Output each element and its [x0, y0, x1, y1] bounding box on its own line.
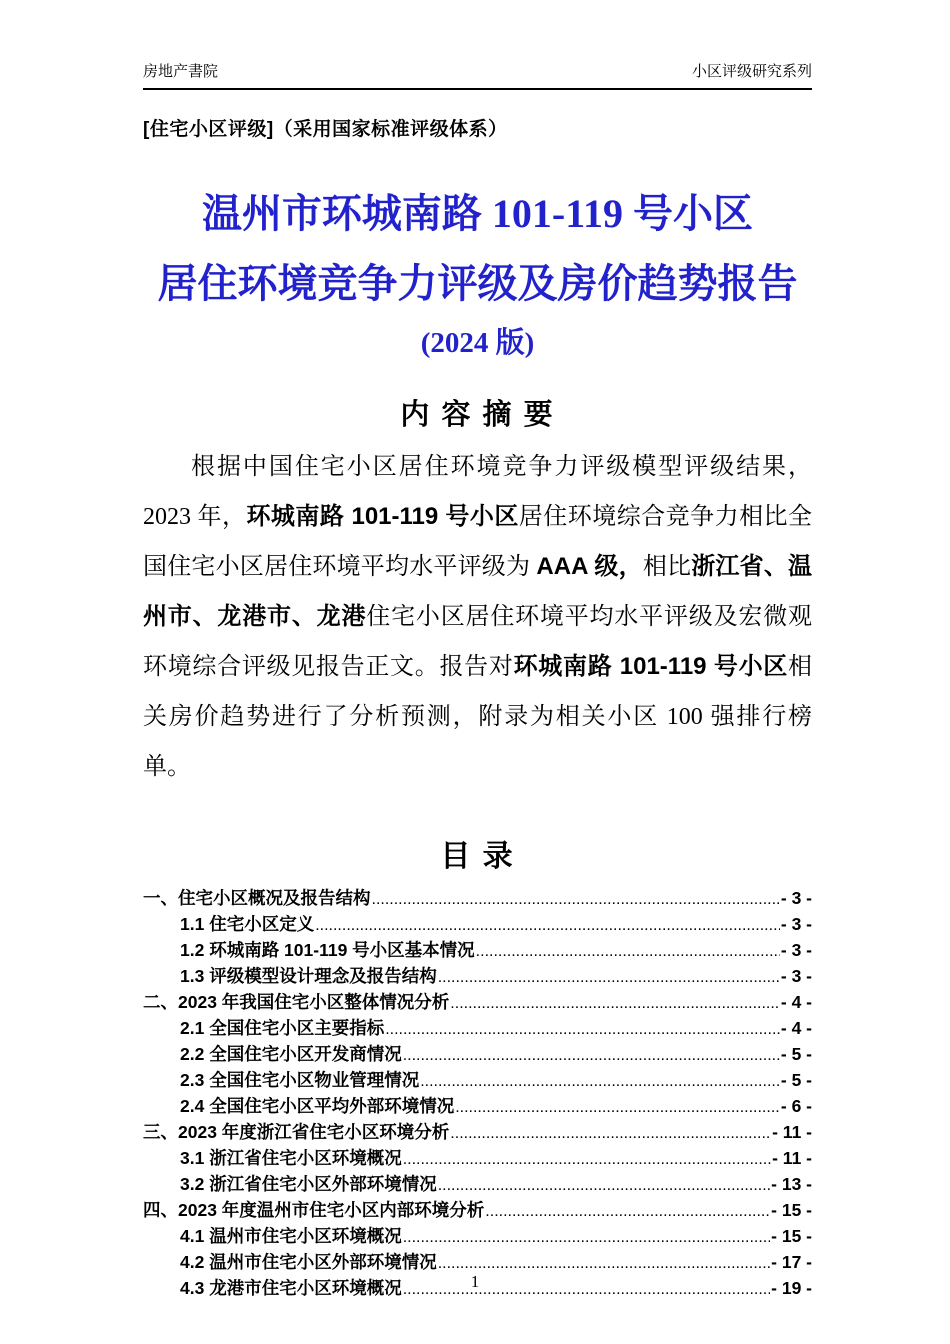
toc-entry-page: - 15 - [771, 1200, 812, 1220]
abstract-segment-bold: 环城南路 101-119 号小区 [513, 653, 789, 680]
abstract-segment-bold: 环城南路 101-119 号小区 [246, 503, 519, 530]
header-left-label: 房地产書院 [143, 63, 219, 80]
classification-line: [住宅小区评级]（采用国家标准评级体系） [143, 119, 508, 140]
abstract-heading: 内 容 摘 要 [400, 399, 555, 431]
toc-entry-label: 1.3 评级模型设计理念及报告结构 [180, 966, 437, 986]
toc-entry[interactable] [143, 1172, 812, 1198]
toc-dot-leader [455, 1095, 780, 1120]
toc-entry-label: 2.3 全国住宅小区物业管理情况 [180, 1070, 420, 1090]
toc-entry[interactable] [143, 1068, 812, 1094]
toc-dot-leader [438, 1173, 770, 1198]
toc-entry-page: - 13 - [771, 1174, 812, 1194]
toc-heading: 目 录 [440, 840, 515, 873]
toc-entry[interactable] [143, 1146, 812, 1172]
toc-entry-label: 3.1 浙江省住宅小区环境概况 [180, 1148, 402, 1168]
toc-entry[interactable] [143, 990, 812, 1016]
toc-dot-leader [385, 1017, 780, 1042]
toc-dot-leader [315, 913, 780, 938]
toc-entry-page: - 3 - [780, 940, 812, 960]
toc-entry-page: - 3 - [780, 914, 812, 934]
toc-entry-page: - 6 - [780, 1096, 812, 1116]
toc-entry-label: 4.1 温州市住宅小区环境概况 [180, 1226, 402, 1246]
toc-entry-page: - 15 - [771, 1226, 812, 1246]
toc-dot-leader [476, 939, 780, 964]
abstract-segment: 居住环境综合竞争力相比全国住宅小区居住环境平均水平评级为 [143, 504, 813, 580]
toc-entry-label: 4.2 温州市住宅小区外部环境情况 [180, 1252, 437, 1272]
toc-entry-label: 四、2023 年度温州市住宅小区内部环境分析 [143, 1200, 485, 1220]
toc-dot-leader [485, 1199, 770, 1224]
toc-entry[interactable] [143, 1042, 812, 1068]
toc-entry-page: - 4 - [780, 992, 812, 1012]
toc-dot-leader [450, 991, 780, 1016]
toc-entry-page: - 17 - [771, 1252, 812, 1272]
abstract-segment: 相关房价趋势进行了分析预测，附录为相关小区 100 强排行榜单。 [143, 654, 813, 780]
toc-entry-page: - 11 - [772, 1122, 812, 1142]
toc-entry-page: - 19 - [771, 1278, 812, 1298]
abstract-segment: 根据中国住宅小区居住环境竞争力评级模型评级结果，2023 年， [143, 454, 812, 530]
toc-entry-label: 一、住宅小区概况及报告结构 [143, 888, 371, 908]
abstract-segment: 住宅小区居住环境平均水平评级及宏微观环境综合评级见报告正文。报告对 [143, 604, 813, 680]
toc-dot-leader [403, 1043, 780, 1068]
toc-entry-page: - 5 - [780, 1070, 812, 1090]
toc-entry-page: - 4 - [780, 1018, 812, 1038]
toc-entry[interactable] [143, 912, 812, 938]
toc-dot-leader [403, 1147, 771, 1172]
toc-dot-leader [403, 1225, 770, 1250]
toc-entry-page: - 3 - [780, 888, 812, 908]
toc-dot-leader [450, 1121, 771, 1146]
toc-dot-leader [420, 1069, 780, 1094]
toc-entry[interactable] [143, 1198, 812, 1224]
toc-entry[interactable] [143, 1120, 812, 1146]
footer-page-number: 1 [470, 1272, 480, 1291]
abstract-segment-bold: 浙江省、温州市、龙港市、龙港 [143, 553, 813, 630]
toc-dot-leader [438, 965, 780, 990]
toc-entry[interactable] [143, 1094, 812, 1120]
toc-entry-label: 1.1 住宅小区定义 [180, 914, 315, 934]
document-header [143, 60, 812, 90]
toc-entry-label: 1.2 环城南路 101-119 号小区基本情况 [180, 940, 475, 960]
toc-entry[interactable] [143, 1224, 812, 1250]
toc-entry-label: 2.4 全国住宅小区平均外部环境情况 [180, 1096, 455, 1116]
toc-dot-leader [372, 887, 780, 912]
toc-entry-label: 4.3 龙港市住宅小区环境概况 [180, 1278, 402, 1298]
toc-entry-page: - 5 - [780, 1044, 812, 1064]
toc-entry-page: - 11 - [772, 1148, 812, 1168]
toc-entry-label: 3.2 浙江省住宅小区外部环境情况 [180, 1174, 437, 1194]
toc-entry-label: 2.1 全国住宅小区主要指标 [180, 1018, 385, 1038]
abstract-segment: 相比 [642, 554, 692, 580]
toc-entry[interactable] [143, 886, 812, 912]
toc-entry[interactable] [143, 1016, 812, 1042]
abstract-paragraph [143, 442, 812, 792]
toc-entry-label: 2.2 全国住宅小区开发商情况 [180, 1044, 402, 1064]
toc-entry[interactable] [143, 938, 812, 964]
toc-entry[interactable] [143, 964, 812, 990]
report-title-line2: 居住环境竞争力评级及房价趋势报告 [157, 261, 798, 306]
toc-entry-page: - 3 - [780, 966, 812, 986]
abstract-segment-bold: AAA 级， [536, 553, 643, 580]
toc-entry-label: 二、2023 年我国住宅小区整体情况分析 [143, 992, 450, 1012]
toc-list [143, 886, 812, 1302]
header-right-label: 小区评级研究系列 [691, 63, 812, 80]
title-block [143, 191, 812, 361]
report-edition: (2024 版) [420, 327, 535, 359]
report-title-line1: 温州市环城南路 101-119 号小区 [201, 191, 754, 236]
toc-entry-label: 三、2023 年度浙江省住宅小区环境分析 [143, 1122, 450, 1142]
